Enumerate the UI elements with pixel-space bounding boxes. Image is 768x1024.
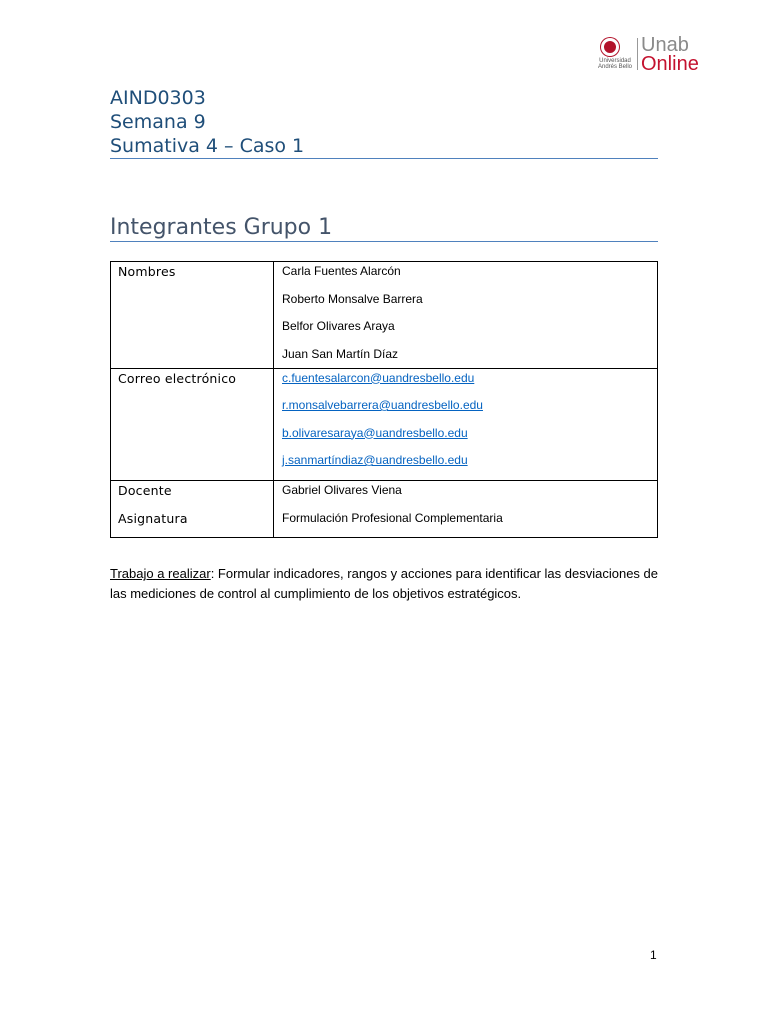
week-label: Semana 9 — [110, 111, 206, 133]
email-link[interactable]: c.fuentesalarcon@uandresbello.edu — [282, 370, 475, 385]
task-text: Formular indicadores, rangos y acciones para identificar las desviaciones de las mediciones de control al cumplimiento de los objetivos estratégicos. — [110, 566, 658, 601]
section-title: Integrantes Grupo 1 — [110, 215, 333, 240]
names-cell — [274, 262, 658, 369]
teacher-subject-label-cell — [111, 481, 274, 538]
unab-online-logo — [593, 36, 705, 74]
table-row-emails — [111, 368, 658, 481]
email-link[interactable]: r.monsalvebarrera@uandresbello.edu — [282, 398, 483, 412]
member-name: Belfor Olivares Araya — [282, 319, 395, 333]
names-label-cell — [111, 262, 274, 369]
course-code: AIND0303 — [110, 87, 206, 109]
logo-divider — [637, 38, 638, 70]
task-colon: : — [210, 566, 215, 581]
email-label: Correo electrónico — [118, 370, 237, 386]
logo-brand-bottom: Online — [641, 53, 699, 75]
task-label: Trabajo a realizar — [110, 566, 211, 581]
subject-label: Asignatura — [118, 511, 188, 526]
emails-cell — [274, 368, 658, 481]
teacher-subject-cell — [274, 481, 658, 538]
section-rule — [110, 241, 658, 242]
document-header — [110, 86, 658, 158]
logo-brand-top: Unab — [641, 34, 689, 56]
member-name: Roberto Monsalve Barrera — [282, 291, 423, 306]
member-name: Carla Fuentes Alarcón — [282, 264, 401, 278]
task-description — [110, 564, 658, 604]
assessment-title: Sumativa 4 – Caso 1 — [110, 135, 305, 157]
university-seal-icon — [601, 38, 619, 56]
table-row-names — [111, 262, 658, 369]
member-name: Juan San Martín Díaz — [282, 346, 399, 361]
header-rule — [110, 158, 658, 159]
table-row-teacher-subject — [111, 481, 658, 538]
email-label-cell — [111, 368, 274, 481]
university-name: Universidad Andrés Bello — [597, 58, 633, 70]
subject-name: Formulación Profesional Complementaria — [282, 510, 503, 525]
names-label: Nombres — [118, 264, 176, 279]
group-info-table — [110, 261, 658, 538]
teacher-name: Gabriel Olivares Viena — [282, 483, 402, 497]
email-link[interactable]: b.olivaresaraya@uandresbello.edu — [282, 425, 468, 440]
teacher-label: Docente — [118, 483, 172, 498]
page-number: 1 — [650, 948, 657, 962]
email-link[interactable]: j.sanmartíndiaz@uandresbello.edu — [282, 453, 468, 467]
